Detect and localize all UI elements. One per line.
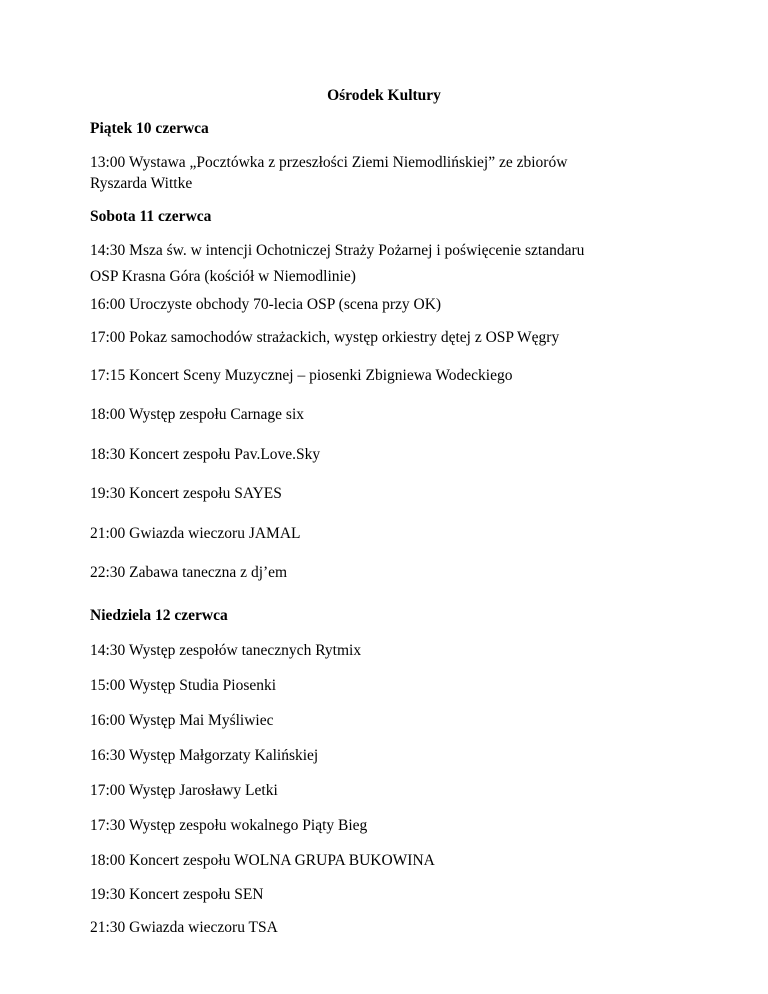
event-line: 14:30 Msza św. w intencji Ochotniczej Straży Pożarnej i poświęcenie sztandaru [90,242,585,259]
event-line: 16:00 Uroczyste obchody 70-lecia OSP (scena przy OK) [90,296,442,313]
event-line: 21:30 Gwiazda wieczoru TSA [90,919,278,936]
event-line: 22:30 Zabawa taneczna z dj’em [90,564,288,581]
event-line: 16:00 Występ Mai Myśliwiec [90,712,274,729]
event-line: 17:15 Koncert Sceny Muzycznej – piosenki Zbigniewa Wodeckiego [90,367,513,384]
event-line: 19:30 Koncert zespołu SEN [90,886,264,903]
event-line: 13:00 Wystawa „Pocztówka z przeszłości Ziemi Niemodlińskiej” ze zbiorów [90,154,568,171]
event-line: Ryszarda Wittke [90,175,193,192]
event-line: 17:00 Występ Jarosławy Letki [90,782,278,799]
day-heading-saturday: Sobota 11 czerwca [90,208,212,225]
event-line: 17:00 Pokaz samochodów strażackich, występ orkiestry dętej z OSP Węgry [90,329,560,346]
event-line: 18:00 Koncert zespołu WOLNA GRUPA BUKOWINA [90,852,435,869]
event-line: 21:00 Gwiazda wieczoru JAMAL [90,525,301,542]
event-line: 15:00 Występ Studia Piosenki [90,677,277,694]
event-line: 14:30 Występ zespołów tanecznych Rytmix [90,642,362,659]
event-line: 16:30 Występ Małgorzaty Kalińskiej [90,747,319,764]
event-line: 19:30 Koncert zespołu SAYES [90,485,282,502]
day-heading-friday: Piątek 10 czerwca [90,120,209,137]
event-line: 17:30 Występ zespołu wokalnego Piąty Bieg [90,817,368,834]
event-line: OSP Krasna Góra (kościół w Niemodlinie) [90,268,356,285]
day-heading-sunday: Niedziela 12 czerwca [90,607,228,624]
event-line: 18:00 Występ zespołu Carnage six [90,406,305,423]
document-title: Ośrodek Kultury [327,87,441,104]
event-line: 18:30 Koncert zespołu Pav.Love.Sky [90,446,321,463]
